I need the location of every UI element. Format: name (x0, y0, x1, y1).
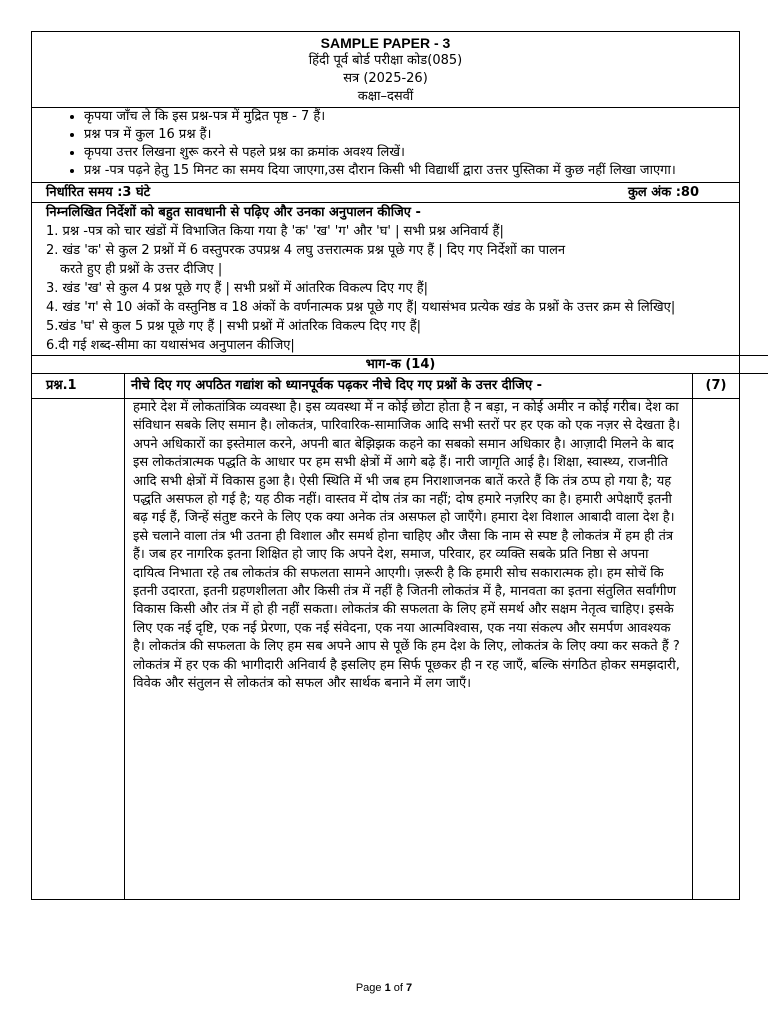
rule-item-continued: करते हुए ही प्रश्नों के उत्तर दीजिए | (60, 262, 223, 277)
instruction-item: • प्रश्न -पत्र पढ़ने हेतु 15 मिनट का समय दिया जाएगा,उस दौरान किसी भी विद्यार्थी द्वारा उत्तर पुस्तिका में कुछ नहीं लिखा जाएगा। (84, 162, 733, 180)
instruction-item: • कृपया जाँच ले कि इस प्रश्न-पत्र में मुद्रित पृष्ठ - 7 हैं। (84, 108, 733, 126)
session-line: सत्र (2025-26) (343, 71, 428, 86)
paper-header (32, 32, 739, 108)
section-title: भाग-क (14) (32, 355, 768, 374)
general-instructions (32, 108, 739, 183)
class-line: कक्षा–दसवीं (357, 89, 414, 104)
current-page: 1 (384, 982, 391, 994)
exam-line: हिंदी पूर्व बोर्ड परीक्षा कोड(085) (308, 53, 463, 68)
passage-text: हमारे देश में लोकतांत्रिक व्यवस्था है। इस व्यवस्था में न कोई छोटा होता है न बड़ा, न कोई अमीर न कोई गरीब। देश का संविधान सबके लिए समान है। लोकतंत्र, पारिवारिक-सामाजिक आदि सभी स्तरों पर हर एक को एक नज़र से देखता है। अपने अधिकारों का इस्तेमाल करने, अपनी बात बेझिझक कहने का सबको समान अधिकार है। आज़ादी मिलने के बाद इस लोकतंत्रात्मक पद्धति के आधार पर हम सभी क्षेत्रों में आगे बढ़े हैं। नारी जागृति आई है। शिक्षा, स्वास्थ्य, राजनीति आदि सभी क्षेत्रों में विकास हुआ है। ऐसी स्थिति में भी जब हम निराशाजनक बातें करते हैं कि तंत्र ठप्प हो गया है; यह पद्धति असफल हो गई है; यह ठीक नहीं। वास्तव में दोष तंत्र का नहीं; दोष हमारे नज़रिए का है। हमारी अपेक्षाएँ इतनी बढ़ गई हैं, जिन्हें संतुष्ट करने के लिए एक क्या अनेक तंत्र असफल हो जाएँगे। हमारा देश विशाल आबादी वाला देश है। इसे चलाने वाला तंत्र भी उतना ही विशाल और समर्थ होना चाहिए और जैसा कि नाम से स्पष्ट है लोकतंत्र में हम ही तंत्र हैं। जब हर नागरिक इतना शिक्षित हो जाए कि अपने देश, समाज, परिवार, हर व्यक्ति सबके प्रति निष्ठा से अपना दायित्व निभाता रहे तब लोकतंत्र की सफलता सामने आएगी। ज़रूरी है कि हमारी सोच सकारात्मक हो। हम सोचें कि इतनी उदारता, इतनी ग्रहणशीलता और किसी तंत्र में नहीं है जितनी लोकतंत्र में है, मानवता का इतना संतुलित सर्वांगीण विकास किसी और तंत्र में हो ही नहीं सकता। लोकतंत्र की सफलता के लिए हमें समर्थ और सक्षम नेतृत्व चाहिए। इसके लिए एक नई दृष्टि, एक नई प्रेरणा, एक नई संवेदना, एक नया आत्मविश्वास, एक नया संकल्प और समर्पण आवश्यक है। लोकतंत्र की सफलता के लिए हम सब अपने आप से पूछें कि हम देश के लिए, लोकतंत्र के लिए क्या कर सकते हैं ? लोकतंत्र में हर एक की भागीदारी अनिवार्य है इसलिए हम सिर्फ पूछकर ही न रह जाएँ, बल्कि संगठित होकर समझदारी, विवेक और संतुलन से लोकतंत्र को सफल और सार्थक बनाने में लग जाएँ। (125, 399, 693, 900)
instruction-item: • प्रश्न पत्र में कुल 16 प्रश्न हैं। (84, 126, 733, 144)
empty-cell (32, 399, 125, 900)
rule-item: 3. खंड 'ख' से कुल 4 प्रश्न पूछे गए हैं | सभी प्रश्नों में आंतरिक विकल्प दिए गए हैं| (46, 281, 429, 296)
footer-prefix: Page (355, 982, 385, 994)
footer-middle: of (390, 982, 407, 994)
rule-item: 1. प्रश्न -पत्र को चार खंडों में विभाजित किया गया है 'क' 'ख' 'ग' और 'घ' | सभी प्रश्न अनिवार्य हैं| (46, 224, 504, 239)
time-marks-row (32, 183, 739, 203)
question-number: प्रश्न.1 (32, 374, 125, 399)
instruction-item: • कृपया उत्तर लिखना शुरू करने से पहले प्रश्न का क्रमांक अवश्य लिखें। (84, 144, 733, 162)
question-marks: (7) (693, 374, 740, 399)
rule-item: 5.खंड 'घ' से कुल 5 प्रश्न पूछे गए हैं | सभी प्रश्नों में आंतरिक विकल्प दिए गए हैं| (46, 319, 421, 334)
question-row (32, 374, 739, 399)
rules-heading: निम्नलिखित निर्देशों को बहुत सावधानी से पढ़िए और उनका अनुपालन कीजिए - (46, 205, 421, 220)
rule-item: 2. खंड 'क' से कुल 2 प्रश्नों में 6 वस्तुपरक उपप्रश्न 4 लघु उत्तरात्मक प्रश्न पूछे गए हैं | दिए गए निर्देशों का पालन (46, 243, 566, 258)
total-marks: कुल अंक :80 (627, 185, 699, 200)
question-table (32, 374, 739, 899)
question-text: नीचे दिए गए अपठित गद्यांश को ध्यानपूर्वक पढ़कर नीचे दिए गए प्रश्नों के उत्तर दीजिए - (125, 374, 693, 399)
rule-item: 6.दी गई शब्द-सीमा का यथासंभव अनुपालन कीजिए| (46, 338, 295, 353)
page-footer (0, 982, 768, 994)
question-paper (31, 31, 740, 900)
passage-row (32, 399, 739, 900)
empty-cell (693, 399, 740, 900)
total-pages: 7 (406, 982, 413, 994)
rule-item: 4. खंड 'ग' से 10 अंकों के वस्तुनिष्ठ व 18 अंकों के वर्णनात्मक प्रश्न पूछे गए हैं| यथासंभव प्रत्येक खंड के प्रश्नों के उत्तर क्रम से लिखिए| (46, 300, 676, 315)
section-rules (32, 203, 739, 355)
paper-title: SAMPLE PAPER - 3 (320, 35, 451, 51)
time-allowed: निर्धारित समय :3 घंटे (46, 185, 151, 200)
